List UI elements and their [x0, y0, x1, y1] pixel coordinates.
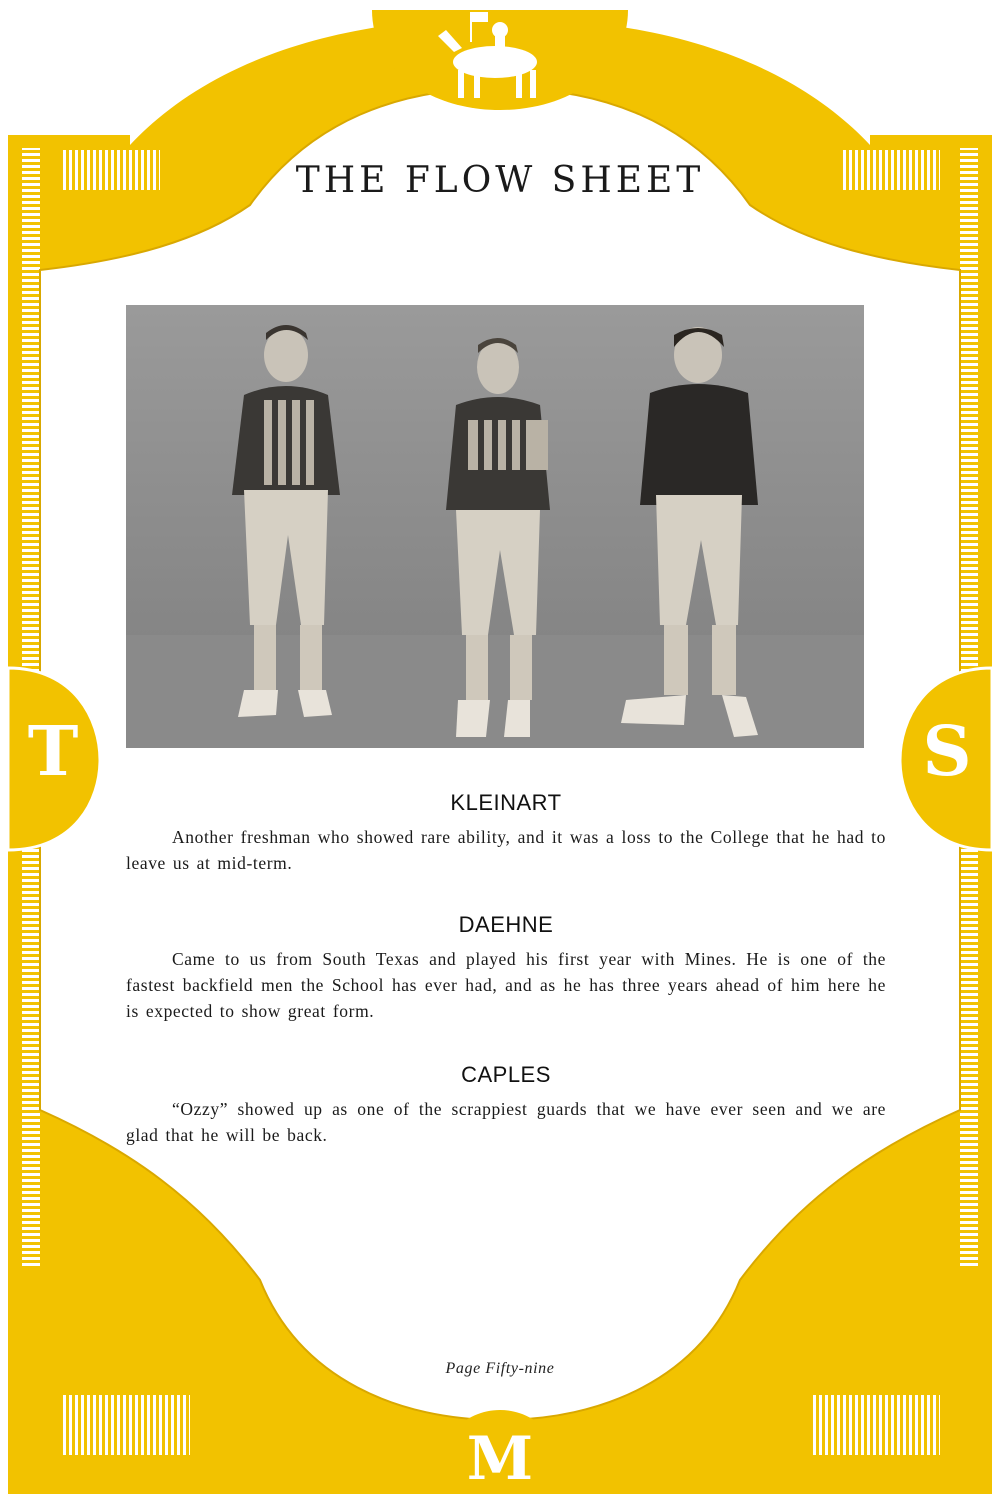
- section-kleinart: [126, 790, 886, 876]
- player-name: DAEHNE: [458, 912, 554, 937]
- player-description: Another freshman who showed rare ability, and it was a loss to the College that he had to leave us at mid-term.: [126, 827, 886, 873]
- monogram-bottom: M: [466, 1424, 534, 1494]
- player-name: KLEINART: [450, 790, 562, 815]
- player-description: “Ozzy” showed up as one of the scrappiest guards that we have ever seen and we are glad that he will be back.: [126, 1099, 886, 1145]
- player-description: Came to us from South Texas and played his first year with Mines. He is one of the fastest backfield men the School has ever had, and as he has three years ahead of him here he is expected to show great form.: [126, 949, 886, 1021]
- monogram-left: T: [27, 712, 79, 792]
- team-photo: [126, 305, 864, 748]
- page-title: THE FLOW SHEET: [295, 160, 705, 201]
- monogram-right: S: [922, 712, 972, 792]
- section-caples: [126, 1062, 886, 1148]
- page-number: Page Fifty-nine: [445, 1360, 555, 1377]
- section-daehne: [126, 912, 886, 1024]
- player-name: CAPLES: [461, 1062, 551, 1087]
